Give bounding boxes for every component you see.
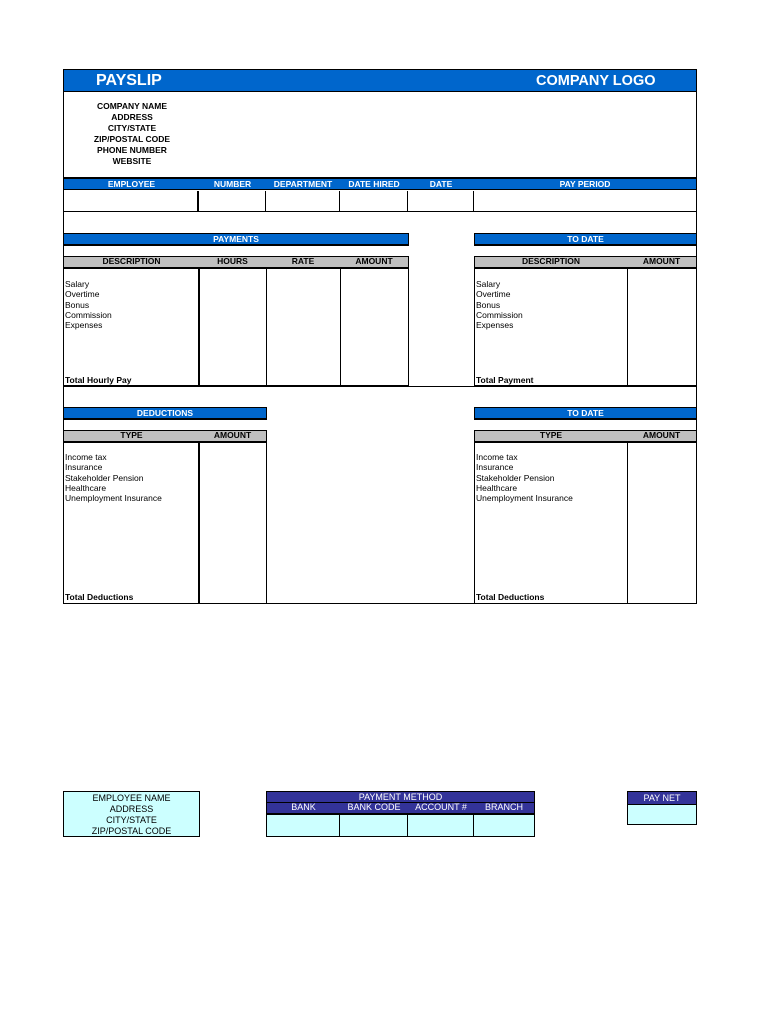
section-bottom-rule <box>63 603 697 604</box>
list-item: Salary <box>476 279 501 289</box>
to-date-divider <box>627 268 628 386</box>
company-logo-text: COMPANY LOGO <box>536 73 656 89</box>
list-item: Healthcare <box>476 482 518 493</box>
payments-rule <box>63 245 409 246</box>
account-cell[interactable] <box>408 815 474 836</box>
col-department: DEPARTMENT <box>273 179 333 189</box>
payments-to-date-items <box>476 279 523 330</box>
payments-divider <box>266 268 267 386</box>
bank-code-cell[interactable] <box>340 815 408 836</box>
company-address: ADDRESS <box>111 112 153 122</box>
deductions-to-date-items <box>476 452 573 503</box>
bank-cell[interactable] <box>267 815 340 836</box>
department-cell[interactable] <box>266 191 340 211</box>
payments-col-amount: AMOUNT <box>355 256 393 266</box>
list-item: Stakeholder Pension <box>65 472 144 483</box>
deductions-rule <box>63 419 267 420</box>
list-item: Income tax <box>476 452 518 462</box>
date-cell[interactable] <box>408 191 474 211</box>
date-hired-cell[interactable] <box>340 191 408 211</box>
payments-col-hours: HOURS <box>217 256 248 266</box>
deductions-to-date-rule <box>474 419 697 420</box>
employee-address-label: ADDRESS <box>109 804 154 814</box>
ded-to-date-divider <box>627 442 628 604</box>
payslip-title: PAYSLIP <box>96 72 162 89</box>
deductions-title: DEDUCTIONS <box>63 407 267 419</box>
pm-col-bank-code: BANK CODE <box>347 802 401 812</box>
payments-col-rate: RATE <box>291 256 315 266</box>
list-item: Expenses <box>65 320 103 331</box>
list-item: Bonus <box>65 299 90 310</box>
pm-col-bank: BANK <box>291 802 316 812</box>
company-zip: ZIP/POSTAL CODE <box>93 134 171 144</box>
col-date-hired: DATE HIRED <box>348 179 400 189</box>
employee-address-box[interactable] <box>63 791 200 837</box>
payments-divider <box>340 268 341 386</box>
payments-col-description: DESCRIPTION <box>102 256 161 266</box>
total-payment: Total Payment <box>476 375 534 385</box>
number-cell[interactable] <box>199 191 266 211</box>
payslip-header <box>63 69 697 92</box>
list-item: Commission <box>65 309 112 320</box>
deductions-items <box>65 452 162 503</box>
total-deductions-to-date: Total Deductions <box>476 592 545 602</box>
payment-method-title: PAYMENT METHOD <box>266 791 535 803</box>
col-employee: EMPLOYEE <box>107 179 156 189</box>
branch-cell[interactable] <box>474 815 534 836</box>
list-item: Commission <box>476 309 523 320</box>
list-item: Overtime <box>65 289 100 300</box>
list-item: Unemployment Insurance <box>65 493 162 504</box>
payments-items <box>65 279 112 330</box>
list-item: Salary <box>65 279 90 289</box>
ded-to-date-col-amount: AMOUNT <box>642 430 681 440</box>
deductions-to-date-title: TO DATE <box>474 407 697 419</box>
deductions-divider <box>198 442 200 604</box>
list-item: Expenses <box>476 320 514 331</box>
list-item: Income tax <box>65 452 107 462</box>
to-date-col-description: DESCRIPTION <box>521 256 581 266</box>
total-deductions: Total Deductions <box>65 592 134 602</box>
company-info <box>64 101 200 167</box>
payments-to-date-rule <box>474 245 697 246</box>
company-website: WEBSITE <box>112 156 152 166</box>
employee-zip-label: ZIP/POSTAL CODE <box>91 826 172 836</box>
list-item: Overtime <box>476 289 511 300</box>
employee-name-label: EMPLOYEE NAME <box>92 793 171 803</box>
company-phone: PHONE NUMBER <box>97 145 167 155</box>
ded-to-date-col-type: TYPE <box>539 430 563 440</box>
col-pay-period: PAY PERIOD <box>559 179 611 189</box>
company-name: COMPANY NAME <box>96 101 168 111</box>
payments-to-date-title: TO DATE <box>474 233 697 245</box>
payments-bottom-rule <box>63 386 697 387</box>
pm-col-account: ACCOUNT # <box>415 802 467 812</box>
employee-city-label: CITY/STATE <box>106 815 157 825</box>
list-item: Insurance <box>476 462 514 473</box>
deductions-col-type: TYPE <box>120 430 143 440</box>
list-item: Healthcare <box>65 482 107 493</box>
company-city-state: CITY/STATE <box>107 123 157 133</box>
list-item: Bonus <box>476 299 501 310</box>
list-item: Unemployment Insurance <box>476 493 573 504</box>
deductions-col-amount: AMOUNT <box>213 430 252 440</box>
mid-vertical-rule <box>266 442 267 604</box>
col-number: NUMBER <box>213 179 252 189</box>
to-date-col-amount: AMOUNT <box>642 256 681 266</box>
list-item: Stakeholder Pension <box>476 472 555 483</box>
pay-net-value[interactable] <box>627 804 697 825</box>
employee-cell[interactable] <box>64 191 199 211</box>
pay-net-label: PAY NET <box>627 791 697 805</box>
total-hourly-pay: Total Hourly Pay <box>65 375 132 385</box>
list-item: Insurance <box>65 462 103 473</box>
pm-col-branch: BRANCH <box>484 802 523 812</box>
payments-divider <box>198 268 200 386</box>
pay-period-cell[interactable] <box>474 191 696 211</box>
payments-body <box>63 268 409 386</box>
payments-title: PAYMENTS <box>63 233 409 245</box>
col-date: DATE <box>429 179 453 189</box>
